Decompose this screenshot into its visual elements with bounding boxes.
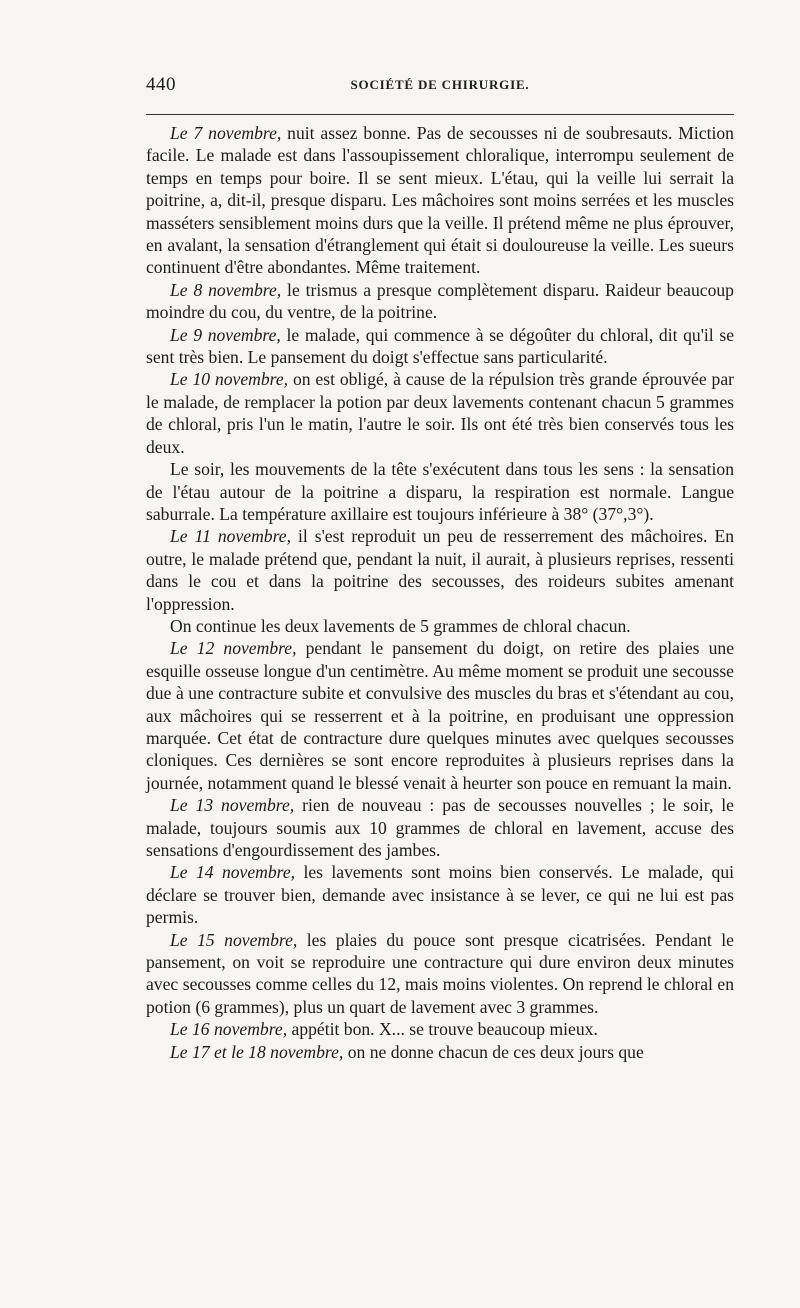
paragraph: [146, 1041, 734, 1063]
paragraph: [146, 1018, 734, 1040]
paragraph-date: Le 8 novembre,: [170, 279, 282, 300]
paragraph-text: rien de nouveau : pas de secousses nouvelles ; le soir, le malade, toujours soumis aux 10 grammes de chloral en lavement, accuse des sensations d'engourdissement des jambes.: [146, 795, 734, 860]
paragraph: [146, 861, 734, 928]
paragraph-text: nuit assez bonne. Pas de secousses ni de soubresauts. Miction facile. Le malade est dans l'assoupissement chloralique, interrompu seulement de temps en temps pour boire. Il se sent mieux. L'étau, qui la veille lui serrait la poitrine, a, dit-il, presque disparu. Les mâchoires sont moins serrées et les muscles masséters sensiblement moins durs que la veille. Il prétend même ne plus éprouver, en avalant, la sensation d'étranglement qui était si douloureuse la veille. Les sueurs continuent d'être abondantes. Même traitement.: [146, 123, 734, 278]
paragraph-text: pendant le pansement du doigt, on retire des plaies une esquille osseuse longue d'un centimètre. Au même moment se produit une secousse due à une contracture subite et convulsive des muscles du bras et s'étendant au cou, aux mâchoires qui se resserrent et à la poitrine, en produisant une oppression marquée. Cet état de contracture dure quelques minutes avec quelques secousses cloniques. Ces dernières se sont encore reproduites à plusieurs reprises dans la journée, notamment quand le blessé venait à heurter son pouce en remuant la main.: [146, 638, 734, 793]
body-text: [146, 122, 734, 1063]
running-title: SOCIÉTÉ DE CHIRURGIE.: [350, 77, 530, 92]
paragraph: [146, 637, 734, 794]
paragraph: [146, 324, 734, 369]
paragraph-text: les lavements sont moins bien conservés. Le malade, qui déclare se trouver bien, demande avec insistance à se lever, ce qui ne lui est pas permis.: [146, 862, 735, 928]
paragraph-text: il s'est reproduit un peu de resserrement des mâchoires. En outre, le malade prétend que, pendant la nuit, il aurait, à plusieurs reprises, ressenti dans le cou et dans la poitrine des secousses, des roideurs subites amenant l'oppression.: [146, 526, 734, 614]
paragraph-date: Le 15 novembre,: [170, 929, 298, 950]
paragraph-text: On continue les deux lavements de 5 grammes de chloral chacun.: [170, 615, 631, 636]
paragraph-date: Le 12 novembre,: [170, 638, 297, 659]
header-rule: [146, 114, 734, 115]
paragraph-text: les plaies du pouce sont presque cicatrisées. Pendant le pansement, on voit se reproduire une contracture qui dure environ deux minutes avec secousses comme celles du 12, mais moins violentes. On reprend le chloral en potion (6 grammes), plus un quart de lavement avec 3 grammes.: [146, 929, 734, 1017]
paragraph: [146, 458, 734, 525]
paragraph-date: Le 14 novembre,: [170, 862, 296, 883]
paragraph-text: appétit bon. X... se trouve beaucoup mieux.: [287, 1019, 598, 1040]
page-number: 440: [146, 74, 176, 95]
paragraph-text: le trismus a presque complètement disparu. Raideur beaucoup moindre du cou, du ventre, de la poitrine.: [146, 279, 734, 323]
page-header: [146, 74, 734, 100]
paragraph-date: Le 7 novembre,: [170, 123, 282, 143]
paragraph-date: Le 10 novembre,: [170, 369, 289, 390]
paragraph-date: Le 9 novembre,: [170, 324, 281, 345]
paragraph-date: Le 17 et le 18 novembre,: [170, 1041, 344, 1062]
paragraph-text: on est obligé, à cause de la répulsion très grande éprouvée par le malade, de remplacer la potion par deux lavements contenant chacun 5 grammes de chloral, pris l'un le matin, l'autre le soir. Ils ont été très bien conservés tous les deux.: [146, 369, 734, 457]
paragraph: [146, 368, 734, 458]
paragraph: [146, 122, 734, 279]
paragraph-date: Le 16 novembre,: [170, 1019, 288, 1040]
paragraph-date: Le 13 novembre,: [170, 795, 295, 816]
paragraph: [146, 615, 734, 637]
paragraph: [146, 525, 734, 615]
paragraph-text: le malade, qui commence à se dégoûter du chloral, dit qu'il se sent très bien. Le pansement du doigt s'effectue sans particularité.: [146, 324, 734, 368]
paragraph-text: on ne donne chacun de ces deux jours que: [343, 1041, 644, 1062]
paragraph-text: Le soir, les mouvements de la tête s'exécutent dans tous les sens : la sensation de l'étau autour de la poitrine a disparu, la respiration est normale. Langue saburrale. La température axillaire est toujours inférieure à 38° (37°,3°).: [146, 459, 734, 524]
paragraph: [146, 279, 734, 324]
paragraph-date: Le 11 novembre,: [170, 526, 291, 547]
paragraph: [146, 794, 734, 861]
paragraph: [146, 929, 734, 1019]
